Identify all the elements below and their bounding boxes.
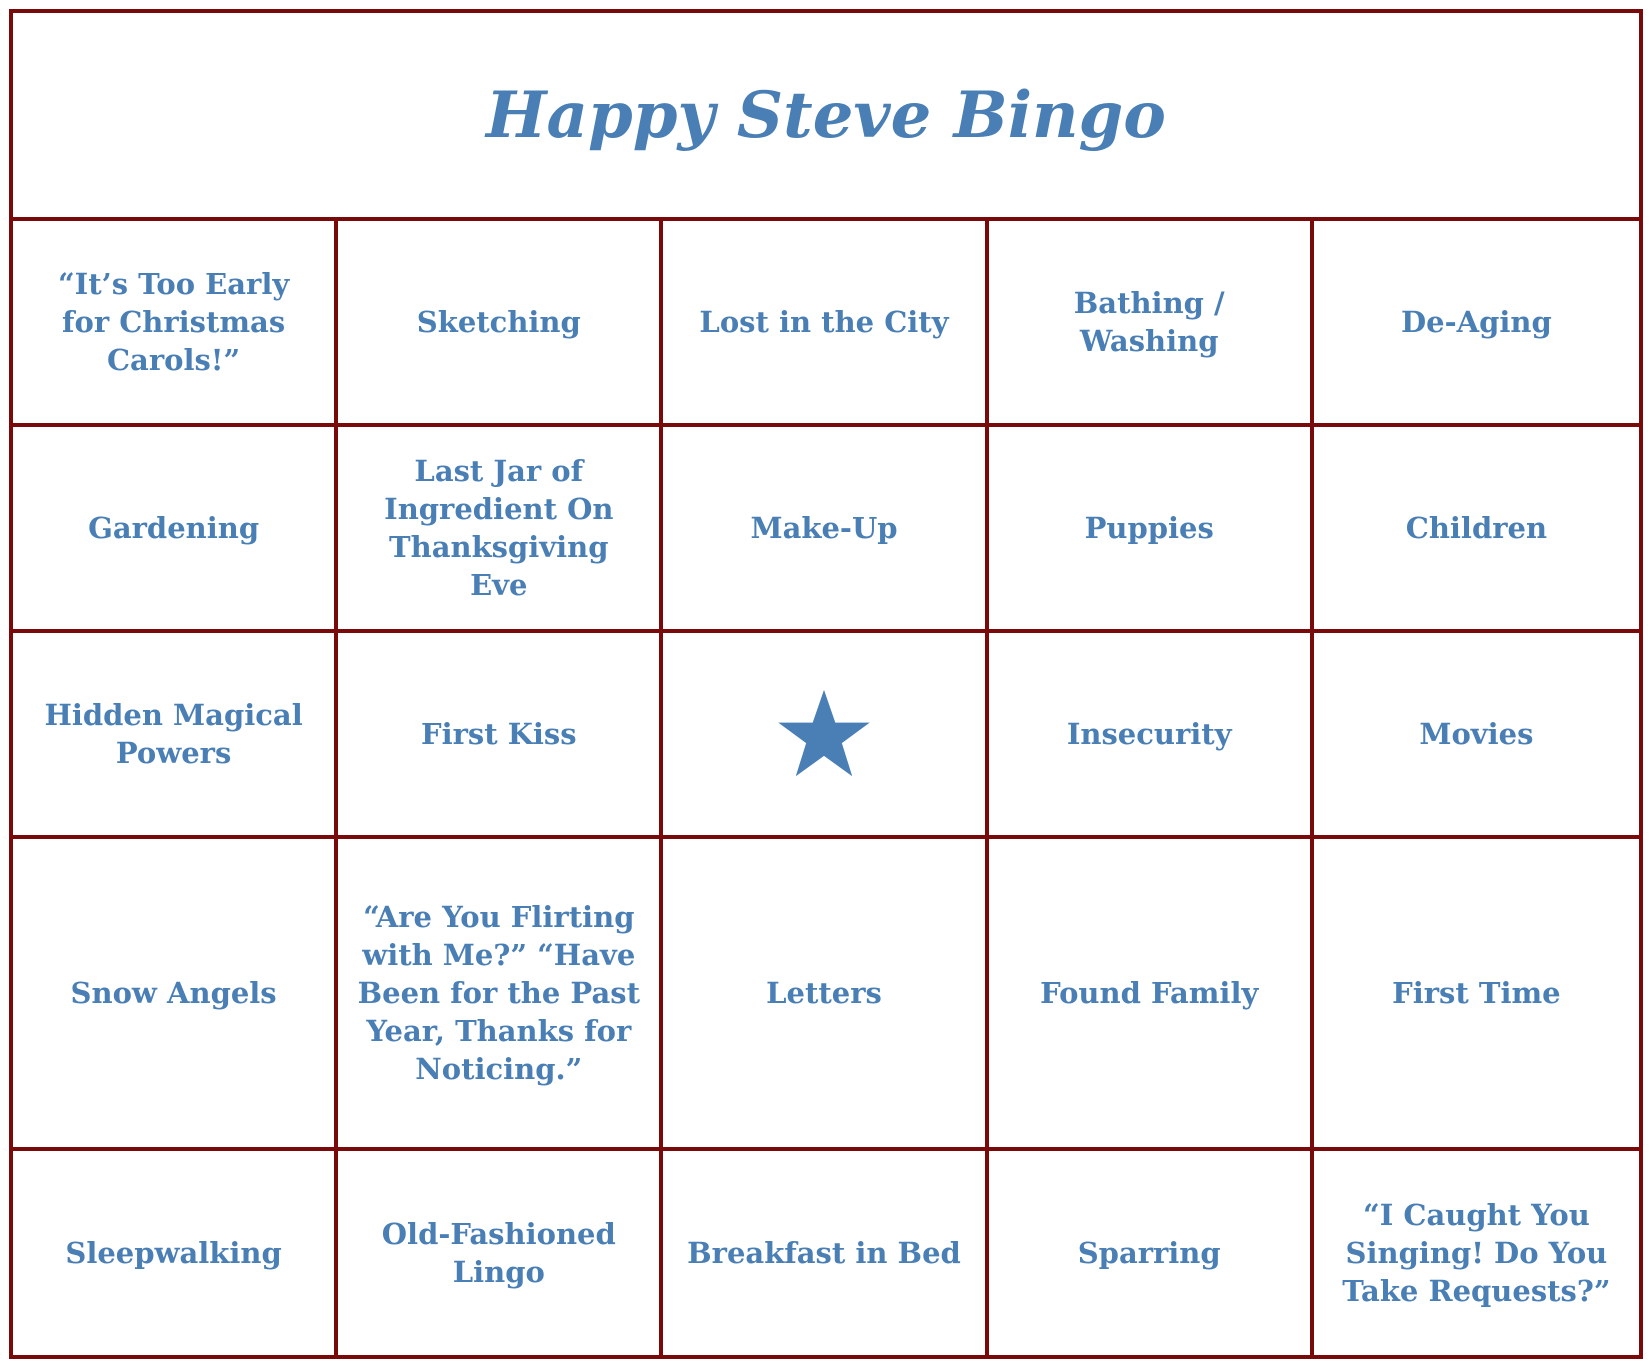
cell-label: First Kiss	[421, 717, 577, 751]
cell-label: Sparring	[1077, 1236, 1221, 1270]
bingo-cell-r2c2[interactable]	[338, 427, 663, 633]
cell-label: Old-Fashioned Lingo	[381, 1217, 616, 1289]
bingo-cell-r1c2[interactable]	[338, 221, 663, 427]
bingo-cell-r5c5[interactable]	[1314, 1151, 1639, 1355]
bingo-cell-r4c2[interactable]	[338, 839, 663, 1151]
cell-label: Lost in the City	[699, 305, 949, 339]
cell-label: “I Caught You Singing! Do You Take Requests?”	[1342, 1198, 1611, 1308]
bingo-cell-r1c5[interactable]	[1314, 221, 1639, 427]
bingo-cell-r2c4[interactable]	[989, 427, 1314, 633]
cell-label: Letters	[766, 976, 882, 1010]
bingo-cell-r2c3[interactable]	[663, 427, 988, 633]
bingo-cell-r3c5[interactable]	[1314, 633, 1639, 839]
cell-label: Make-Up	[750, 511, 898, 545]
bingo-cell-r4c3[interactable]	[663, 839, 988, 1151]
cell-label: Children	[1405, 511, 1548, 545]
cell-label: Last Jar of Ingredient On Thanksgiving Eve	[384, 454, 614, 602]
cell-label: First Time	[1392, 976, 1561, 1010]
bingo-cell-r5c1[interactable]	[13, 1151, 338, 1355]
cell-label: Movies	[1419, 717, 1534, 751]
cell-label: Found Family	[1040, 976, 1259, 1010]
bingo-cell-r2c1[interactable]	[13, 427, 338, 633]
cell-label: “It’s Too Early for Christmas Carols!”	[57, 267, 290, 377]
bingo-cell-r5c2[interactable]	[338, 1151, 663, 1355]
bingo-card	[9, 9, 1643, 1359]
bingo-cell-r4c4[interactable]	[989, 839, 1314, 1151]
cell-label: Sketching	[416, 305, 581, 339]
cell-label: “Are You Flirting with Me?” “Have Been for the Past Year, Thanks for Noticing.”	[357, 900, 640, 1086]
bingo-cell-r3c4[interactable]	[989, 633, 1314, 839]
cell-label: De-Aging	[1401, 305, 1552, 339]
bingo-cell-r2c5[interactable]	[1314, 427, 1639, 633]
bingo-title: Happy Steve Bingo	[486, 77, 1166, 153]
cell-label: Puppies	[1084, 511, 1214, 545]
bingo-cell-r3c1[interactable]	[13, 633, 338, 839]
bingo-cell-r5c3[interactable]	[663, 1151, 988, 1355]
title-cell	[13, 13, 1639, 221]
bingo-cell-r4c5[interactable]	[1314, 839, 1639, 1151]
free-space-cell[interactable]	[663, 633, 988, 839]
cell-label: Sleepwalking	[65, 1236, 282, 1270]
cell-label: Breakfast in Bed	[687, 1236, 961, 1270]
cell-label: Snow Angels	[70, 976, 277, 1010]
cell-label: Gardening	[88, 511, 260, 545]
cell-label: Insecurity	[1066, 717, 1232, 751]
bingo-cell-r1c1[interactable]	[13, 221, 338, 427]
bingo-cell-r4c1[interactable]	[13, 839, 338, 1151]
bingo-cell-r5c4[interactable]	[989, 1151, 1314, 1355]
bingo-cell-r1c4[interactable]	[989, 221, 1314, 427]
cell-label: Bathing / Washing	[1073, 286, 1225, 358]
bingo-cell-r1c3[interactable]	[663, 221, 988, 427]
cell-label: Hidden Magical Powers	[44, 698, 303, 770]
star-icon	[776, 686, 872, 782]
bingo-cell-r3c2[interactable]	[338, 633, 663, 839]
